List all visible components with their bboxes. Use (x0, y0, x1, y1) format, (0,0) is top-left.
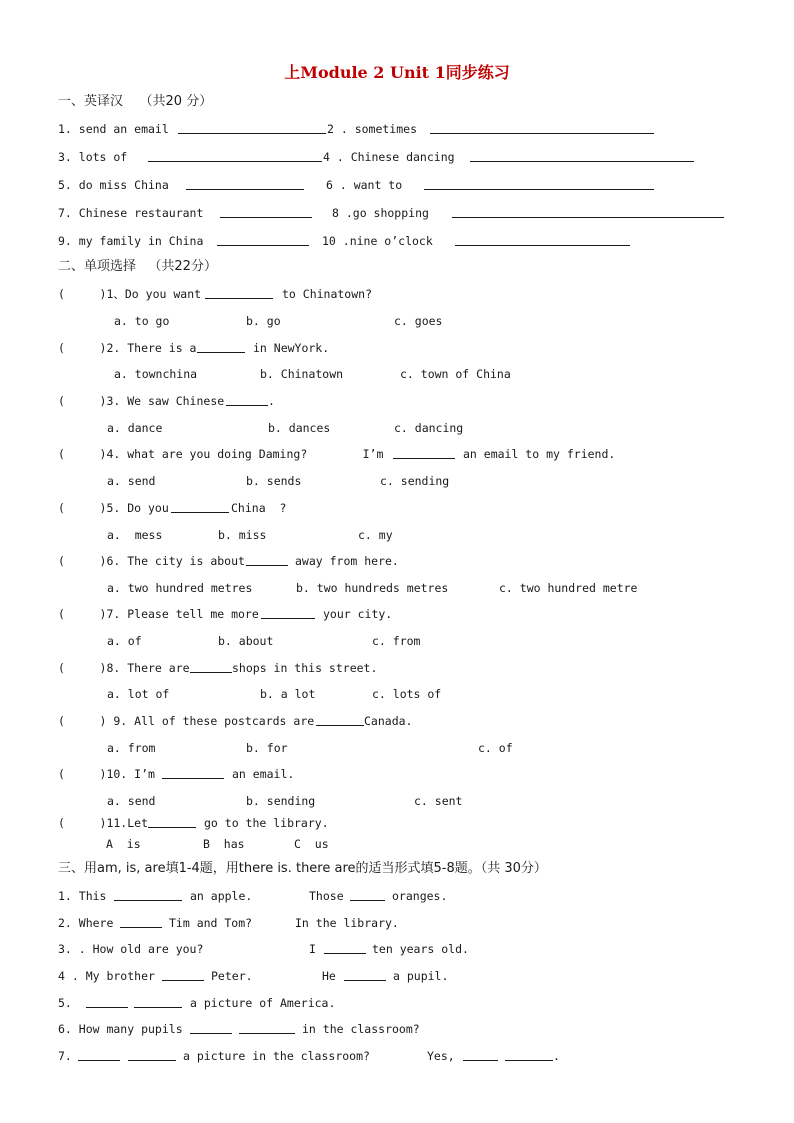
s3-row3-part1: 3. . How old are you? (58, 942, 204, 956)
q1-option-a[interactable]: a. to go (114, 314, 170, 328)
s3-row6-blank2[interactable] (239, 1021, 295, 1034)
s3-row7-blank4[interactable] (505, 1048, 553, 1061)
page-title: 上Module 2 Unit 1同步练习 (284, 63, 510, 82)
q7-option-c[interactable]: c. from (372, 634, 421, 648)
s3-row3-part2: I (309, 942, 316, 956)
q2-option-b[interactable]: b. Chinatown (260, 367, 344, 381)
s3-row1-part3: Those (309, 889, 344, 903)
s3-row3-part3: ten years old. (372, 942, 469, 956)
q10-option-b[interactable]: b. sending (246, 794, 316, 808)
q7-stem-end: your city. (323, 607, 393, 621)
q5-blank[interactable] (171, 500, 229, 513)
q9-stem: ( ) 9. All of these postcards are (58, 714, 315, 728)
section1-heading: 一、英译汉 （共20 分） (58, 94, 213, 109)
s3-row6-part1: 6. How many pupils (58, 1022, 183, 1036)
s3-row5-part2: a picture of America. (190, 996, 336, 1010)
s3-row5-part1: 5. (58, 996, 72, 1010)
q8-blank[interactable] (190, 660, 232, 673)
q11-option-c[interactable]: C us (294, 837, 329, 851)
q6-option-b[interactable]: b. two hundreds metres (296, 581, 449, 595)
s3-row2-part2: Tim and Tom? (169, 916, 253, 930)
s1-blank-9[interactable] (217, 233, 309, 246)
q4-option-b[interactable]: b. sends (246, 474, 302, 488)
s3-row2-part1: 2. Where (58, 916, 114, 930)
s3-row4-blank2[interactable] (344, 968, 386, 981)
q10-option-c[interactable]: c. sent (414, 794, 463, 808)
s3-row4-part3: He (322, 969, 336, 983)
section2-heading: 二、单项选择 （共22分） (58, 259, 217, 274)
s3-row7-part4: . (553, 1049, 560, 1063)
q3-option-a[interactable]: a. dance (107, 421, 163, 435)
q7-stem: ( )7. Please tell me more (58, 607, 259, 621)
q8-option-a[interactable]: a. lot of (107, 687, 170, 701)
s1-blank-4[interactable] (470, 149, 694, 162)
q3-stem-end: . (268, 394, 275, 408)
q6-option-a[interactable]: a. two hundred metres (107, 581, 253, 595)
s1-item-10: 10 .nine o’clock (322, 234, 433, 248)
q8-option-b[interactable]: b. a lot (260, 687, 316, 701)
s1-blank-2[interactable] (430, 121, 654, 134)
s3-row1-part2: an apple. (190, 889, 253, 903)
q11-option-a[interactable]: A is (106, 837, 141, 851)
s1-item-1: 1. send an email (58, 122, 169, 136)
q6-stem: ( )6. The city is about (58, 554, 245, 568)
q4-blank[interactable] (393, 446, 455, 459)
s3-row5-blank1[interactable] (86, 995, 128, 1008)
q1-blank[interactable] (205, 286, 273, 299)
s3-row7-blank3[interactable] (463, 1048, 498, 1061)
q1-option-c[interactable]: c. goes (394, 314, 443, 328)
q5-option-b[interactable]: b. miss (218, 528, 267, 542)
q2-stem: ( )2. There is a (58, 341, 197, 355)
q1-option-b[interactable]: b. go (246, 314, 281, 328)
s3-row6-part2: in the classroom? (302, 1022, 420, 1036)
section3-heading: 三、用am, is, are填1-4题，用there is. there are的适当形式填5-8题。（共 30分） (58, 861, 547, 876)
q10-stem: ( )10. I’m (58, 767, 155, 781)
s3-row4-part2: Peter. (211, 969, 253, 983)
s1-item-4: 4 . Chinese dancing (323, 150, 455, 164)
q11-blank[interactable] (148, 815, 196, 828)
q4-option-a[interactable]: a. send (107, 474, 156, 488)
s1-item-8: 8 .go shopping (332, 206, 429, 220)
q8-option-c[interactable]: c. lots of (372, 687, 442, 701)
q3-blank[interactable] (226, 393, 268, 406)
q9-option-c[interactable]: c. of (478, 741, 513, 755)
s3-row7-part1: 7. (58, 1049, 72, 1063)
s1-blank-5[interactable] (186, 177, 304, 190)
q11-stem-end: go to the library. (204, 816, 329, 830)
q2-option-c[interactable]: c. town of China (400, 367, 511, 381)
s3-row7-blank2[interactable] (128, 1048, 176, 1061)
q6-blank[interactable] (246, 553, 288, 566)
s3-row4-part1: 4 . My brother (58, 969, 155, 983)
q11-option-b[interactable]: B has (203, 837, 245, 851)
s1-blank-3[interactable] (148, 149, 322, 162)
s1-blank-7[interactable] (220, 205, 312, 218)
s1-blank-1[interactable] (178, 121, 326, 134)
q1-stem: ( )1、Do you want (58, 287, 202, 301)
s1-blank-8[interactable] (452, 205, 724, 218)
q2-blank[interactable] (197, 340, 245, 353)
q3-option-b[interactable]: b. dances (268, 421, 331, 435)
q7-blank[interactable] (261, 606, 315, 619)
s3-row7-part3: Yes, (427, 1049, 455, 1063)
q4-option-c[interactable]: c. sending (380, 474, 450, 488)
s3-row2-part3: In the library. (295, 916, 399, 930)
s1-item-2: 2 . sometimes (327, 122, 418, 136)
q8-stem: ( )8. There are (58, 661, 190, 675)
s1-item-9: 9. my family in China (58, 234, 204, 248)
q5-stem-end: China ? (231, 501, 287, 515)
q3-option-c[interactable]: c. dancing (394, 421, 464, 435)
s1-item-7: 7. Chinese restaurant (58, 206, 204, 220)
s3-row1-part1: 1. This (58, 889, 107, 903)
q1-stem-end: to Chinatown? (282, 287, 373, 301)
q10-blank[interactable] (162, 766, 224, 779)
s3-row7-part2: a picture in the classroom? (183, 1049, 370, 1063)
q11-stem: ( )11.Let (58, 816, 149, 830)
s1-blank-6[interactable] (424, 177, 654, 190)
s1-item-6: 6 . want to (326, 178, 403, 192)
s3-row3-blank[interactable] (324, 941, 366, 954)
q7-option-a[interactable]: a. of (107, 634, 142, 648)
s3-row1-blank1[interactable] (114, 888, 182, 901)
s3-row2-blank[interactable] (120, 915, 162, 928)
q7-option-b[interactable]: b. about (218, 634, 274, 648)
s3-row4-part4: a pupil. (393, 969, 449, 983)
q10-option-a[interactable]: a. send (107, 794, 156, 808)
q2-stem-end: in NewYork. (253, 341, 330, 355)
q6-stem-end: away from here. (295, 554, 399, 568)
q9-stem-end: Canada. (364, 714, 413, 728)
q6-option-c[interactable]: c. two hundred metre (499, 581, 638, 595)
q4-stem-end: an email to my friend. (463, 447, 616, 461)
s1-item-3: 3. lots of (58, 150, 128, 164)
s3-row1-blank2[interactable] (350, 888, 385, 901)
q2-option-a[interactable]: a. townchina (114, 367, 198, 381)
q5-stem: ( )5. Do you (58, 501, 169, 515)
q4-stem: ( )4. what are you doing Daming? I’m (58, 447, 384, 461)
q3-stem: ( )3. We saw Chinese (58, 394, 225, 408)
s3-row7-blank1[interactable] (78, 1048, 120, 1061)
s1-blank-10[interactable] (455, 233, 630, 246)
q5-option-c[interactable]: c. my (358, 528, 393, 542)
q5-option-a[interactable]: a. mess (107, 528, 163, 542)
q9-blank[interactable] (316, 713, 364, 726)
q9-option-a[interactable]: a. from (107, 741, 156, 755)
q9-option-b[interactable]: b. for (246, 741, 288, 755)
s3-row4-blank1[interactable] (162, 968, 204, 981)
q8-stem-end: shops in this street. (232, 661, 378, 675)
q10-stem-end: an email. (232, 767, 295, 781)
s3-row5-blank2[interactable] (134, 995, 182, 1008)
s1-item-5: 5. do miss China (58, 178, 169, 192)
s3-row1-part4: oranges. (392, 889, 448, 903)
s3-row6-blank1[interactable] (190, 1021, 232, 1034)
